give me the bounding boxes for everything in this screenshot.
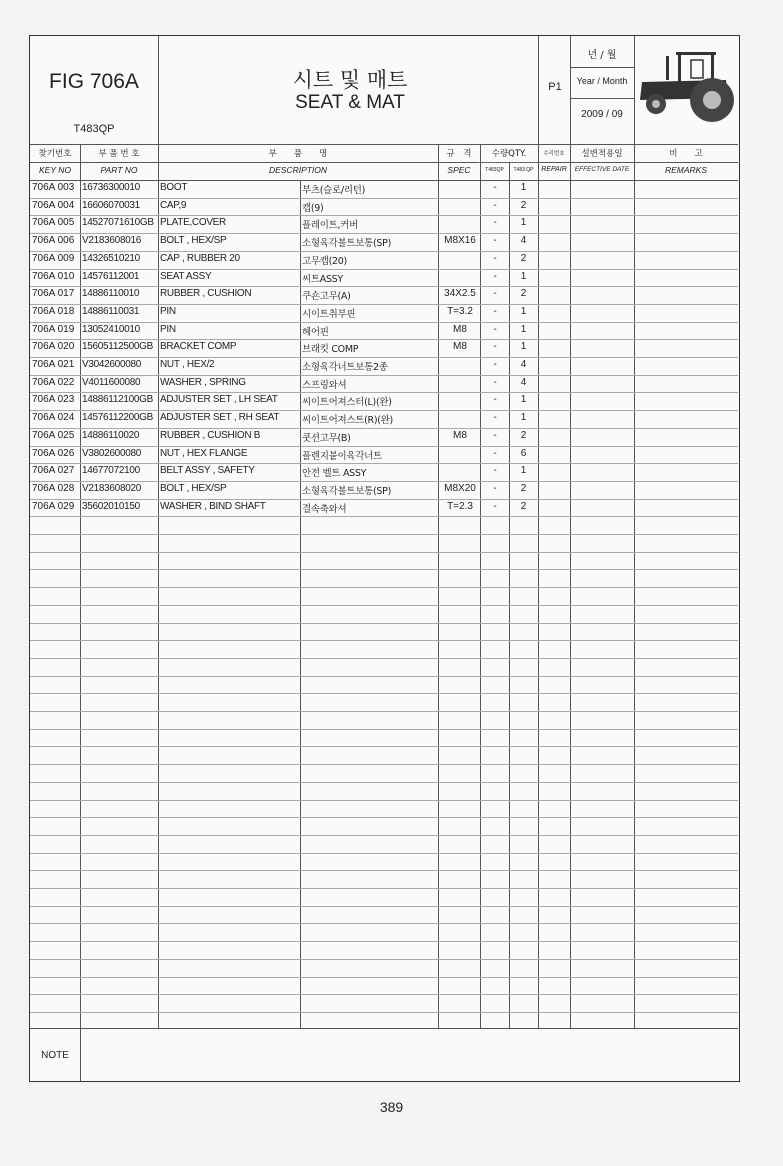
table-row xyxy=(30,463,741,481)
cell-part: V4011600080 xyxy=(82,376,141,388)
cell-spec: M8X16 xyxy=(444,235,476,247)
cell-q2: 4 xyxy=(520,235,527,247)
cell-part: 14527071610GB xyxy=(82,217,154,229)
cell-q1: - xyxy=(493,465,497,477)
cell-q2: 2 xyxy=(520,252,527,264)
cell-desc: CAP , RUBBER 20 xyxy=(160,252,240,264)
col-desc-ko: 부 품 명 xyxy=(268,149,328,159)
cell-desc: BOLT , HEX/SP xyxy=(160,482,227,494)
cell-part: 14576112200GB xyxy=(82,412,153,424)
cell-desc: WASHER , SPRING xyxy=(160,376,246,388)
cell-ko: 시이트취부핀 xyxy=(302,308,356,320)
cell-key: 706A 023 xyxy=(32,394,75,406)
cell-part: 14886112100GB xyxy=(82,394,153,406)
col-spec-ko: 규 격 xyxy=(446,149,472,159)
cell-q2: 1 xyxy=(520,465,527,477)
cell-part: 35602010150 xyxy=(82,500,140,512)
cell-q1: - xyxy=(493,429,497,441)
row-rule xyxy=(30,693,738,694)
cell-desc: BELT ASSY , SAFETY xyxy=(160,465,255,477)
row-rule xyxy=(30,977,738,978)
cell-ko: 씨이트어져스터(L)(완) xyxy=(302,397,392,409)
col-qty-ko: 수량QTY. xyxy=(491,149,527,159)
table-row xyxy=(30,339,741,357)
cell-desc: NUT , HEX FLANGE xyxy=(160,447,248,459)
cell-part: V3042600080 xyxy=(82,359,141,370)
table-row xyxy=(30,481,741,499)
row-rule xyxy=(30,623,738,624)
cell-ko: 소형육각볼트보통(SP) xyxy=(302,238,391,250)
cell-spec: M8 xyxy=(453,429,467,441)
cell-q2: 2 xyxy=(520,199,527,211)
cell-key: 706A 006 xyxy=(32,235,75,247)
row-rule xyxy=(30,1012,738,1013)
row-rule xyxy=(30,817,738,818)
year-month-value: 2009 / 09 xyxy=(581,109,623,120)
cell-key: 706A 024 xyxy=(32,412,75,424)
cell-q1: - xyxy=(493,182,497,193)
row-rule xyxy=(30,994,738,995)
table-row xyxy=(30,392,741,410)
cell-spec: M8 xyxy=(453,341,467,353)
page-number: 389 xyxy=(379,1099,404,1115)
cell-ko: 고무캡(20) xyxy=(302,255,347,267)
table-row xyxy=(30,286,741,304)
cell-part: 14576112001 xyxy=(82,270,140,282)
cell-q1: - xyxy=(493,412,497,424)
cell-desc: ADJUSTER SET , RH SEAT xyxy=(160,412,280,424)
cell-desc: PIN xyxy=(160,305,176,317)
cell-ko: 부츠(슬로/리턴) xyxy=(302,185,365,196)
col-desc-en: DESCRIPTION xyxy=(268,165,328,175)
row-rule xyxy=(30,800,738,801)
table-row xyxy=(30,215,741,233)
row-rule xyxy=(30,888,738,889)
row-rule xyxy=(30,605,738,606)
col-remarks-ko: 비 고 xyxy=(669,149,703,159)
cell-part: 14886110010 xyxy=(82,288,140,300)
row-rule xyxy=(30,640,738,641)
cell-ko: 캡(9) xyxy=(302,202,324,214)
table-row xyxy=(30,180,741,198)
title-english: SEAT & MAT xyxy=(295,92,405,113)
cell-ko: 소형육각볼트보통(SP) xyxy=(302,485,391,497)
row-rule xyxy=(30,676,738,677)
cell-q1: - xyxy=(493,270,497,282)
row-rule xyxy=(30,835,738,836)
cell-ko: 안전 벨트 ASSY xyxy=(302,468,367,480)
col-repair-ko: 수리번호 xyxy=(543,151,565,157)
cell-ko: 쿠숀고무(A) xyxy=(302,291,351,303)
cell-key: 706A 009 xyxy=(32,252,75,264)
row-rule xyxy=(30,569,738,570)
cell-q1: - xyxy=(493,252,497,264)
col-repair-en: REPAIR xyxy=(541,166,567,173)
note-label: NOTE xyxy=(41,1050,69,1061)
table-row xyxy=(30,499,741,517)
cell-part: 14326510210 xyxy=(82,252,140,264)
cell-key: 706A 004 xyxy=(32,199,75,211)
table-row xyxy=(30,322,741,340)
row-rule xyxy=(30,870,738,871)
cell-q1: - xyxy=(493,217,497,229)
parts-sheet xyxy=(29,35,740,1082)
cell-key: 706A 025 xyxy=(32,429,75,441)
table-row xyxy=(30,428,741,446)
cell-desc: RUBBER , CUSHION B xyxy=(160,429,261,441)
model-label: T483QP xyxy=(73,123,115,135)
cell-ko: 헤어핀 xyxy=(302,326,329,338)
cell-spec: 34X2.5 xyxy=(444,288,476,300)
row-rule xyxy=(30,534,738,535)
cell-desc: SEAT ASSY xyxy=(160,270,212,282)
row-rule xyxy=(30,587,738,588)
cell-part: V2183608020 xyxy=(82,482,141,494)
cell-key: 706A 026 xyxy=(32,447,75,459)
cell-ko: 씨이트어져스트(R)(완) xyxy=(302,415,393,427)
cell-q2: 1 xyxy=(520,305,527,317)
cell-q2: 1 xyxy=(520,270,527,282)
cell-desc: CAP,9 xyxy=(160,199,187,211)
cell-key: 706A 017 xyxy=(32,288,75,300)
cell-q1: - xyxy=(493,199,497,211)
cell-ko: 소형육각너트보통2종 xyxy=(302,362,388,373)
cell-ko: 브래킷 COMP xyxy=(302,344,359,356)
cell-spec: T=2.3 xyxy=(447,500,473,512)
cell-desc: ADJUSTER SET , LH SEAT xyxy=(160,394,278,406)
row-rule xyxy=(30,906,738,907)
cell-q1: - xyxy=(493,288,497,300)
cell-q1: - xyxy=(493,482,497,494)
table-row xyxy=(30,233,741,251)
col-key-en: KEY NO xyxy=(39,165,71,175)
row-rule xyxy=(30,782,738,783)
cell-q2: 2 xyxy=(520,500,527,512)
cell-desc: WASHER , BIND SHAFT xyxy=(160,500,266,512)
row-rule xyxy=(30,923,738,924)
cell-q2: 1 xyxy=(520,323,527,335)
cell-part: V3802600080 xyxy=(82,447,141,459)
cell-q2: 6 xyxy=(520,447,527,459)
col-spec-en: SPEC xyxy=(447,165,471,175)
cell-q1: - xyxy=(493,376,497,388)
cell-spec: T=3.2 xyxy=(447,305,473,317)
page-id: P1 xyxy=(548,81,562,93)
cell-key: 706A 020 xyxy=(32,341,75,353)
row-rule xyxy=(30,941,738,942)
cell-key: 706A 018 xyxy=(32,305,75,317)
cell-q1: - xyxy=(493,341,497,353)
cell-part: 14886110031 xyxy=(82,305,140,317)
cell-part: 16606070031 xyxy=(82,199,140,211)
table-row xyxy=(30,410,741,428)
cell-ko: 씨트ASSY xyxy=(302,273,343,285)
cell-q2: 4 xyxy=(520,376,527,388)
cell-part: V2183608016 xyxy=(82,235,141,247)
cell-q1: - xyxy=(493,500,497,512)
cell-desc: PIN xyxy=(160,323,176,335)
table-row xyxy=(30,375,741,393)
cell-part: 14677072100 xyxy=(82,465,140,477)
cell-key: 706A 003 xyxy=(32,182,75,193)
cell-key: 706A 021 xyxy=(32,359,75,370)
row-rule xyxy=(30,658,738,659)
table-row xyxy=(30,304,741,322)
cell-q1: - xyxy=(493,359,497,370)
cell-desc: NUT , HEX/2 xyxy=(160,359,215,370)
row-rule xyxy=(30,746,738,747)
col-effective-en: EFFECTIVE DATE xyxy=(574,166,630,173)
table-row xyxy=(30,357,741,375)
cell-desc: RUBBER , CUSHION xyxy=(160,288,252,300)
cell-ko: 쿳션고무(B) xyxy=(302,432,351,444)
cell-ko: 플레이트,커버 xyxy=(302,220,358,232)
cell-q1: - xyxy=(493,394,497,406)
cell-key: 706A 005 xyxy=(32,217,75,229)
row-rule xyxy=(30,552,738,553)
cell-q2: 1 xyxy=(520,341,527,353)
cell-ko: 플렌지붙이육각너트 xyxy=(302,450,382,462)
table-row xyxy=(30,198,741,216)
cell-key: 706A 019 xyxy=(32,323,75,335)
title-korean: 시트 및 매트 xyxy=(292,68,408,92)
tractor-icon xyxy=(636,40,740,140)
row-rule xyxy=(30,516,738,517)
cell-key: 706A 010 xyxy=(32,270,75,282)
cell-spec: M8X20 xyxy=(444,482,476,494)
cell-q1: - xyxy=(493,235,497,247)
cell-ko: 결속축와셔 xyxy=(302,503,347,515)
cell-part: 14886110020 xyxy=(82,429,140,441)
row-rule xyxy=(30,711,738,712)
cell-desc: BOOT xyxy=(160,182,188,193)
cell-q2: 2 xyxy=(520,429,527,441)
cell-desc: BRACKET COMP xyxy=(160,341,237,353)
cell-q2: 1 xyxy=(520,412,527,424)
cell-q1: - xyxy=(493,323,497,335)
cell-q2: 2 xyxy=(520,482,527,494)
row-rule xyxy=(30,959,738,960)
row-rule xyxy=(30,853,738,854)
cell-part: 13052410010 xyxy=(82,323,140,335)
cell-desc: PLATE,COVER xyxy=(160,217,226,229)
cell-q2: 1 xyxy=(520,217,527,229)
col-part-en: PART NO xyxy=(100,165,138,175)
cell-key: 706A 022 xyxy=(32,376,75,388)
col-remarks-en: REMARKS xyxy=(664,165,708,175)
cell-part: 15605112500GB xyxy=(82,341,153,353)
col-key-ko: 찾기번호 xyxy=(38,149,72,159)
col-qty-sub1: T483QP xyxy=(485,167,504,173)
cell-q2: 4 xyxy=(520,359,527,370)
cell-q1: - xyxy=(493,305,497,317)
cell-q2: 2 xyxy=(520,288,527,300)
cell-part: 16736300010 xyxy=(82,182,140,193)
fig-label: FIG 706A xyxy=(49,70,139,93)
cell-key: 706A 029 xyxy=(32,500,75,512)
col-qty-sub2: T483.QP xyxy=(513,167,534,173)
table-row xyxy=(30,251,741,269)
cell-key: 706A 027 xyxy=(32,465,75,477)
cell-key: 706A 028 xyxy=(32,482,75,494)
cell-q2: 1 xyxy=(520,182,527,193)
cell-spec: M8 xyxy=(453,323,467,335)
table-row xyxy=(30,446,741,464)
cell-q2: 1 xyxy=(520,394,527,406)
row-rule xyxy=(30,764,738,765)
col-part-ko: 부 품 번 호 xyxy=(98,149,140,159)
col-effective-ko: 설변적용일 xyxy=(581,149,623,159)
cell-desc: BOLT , HEX/SP xyxy=(160,235,227,247)
cell-ko: 스프링와셔 xyxy=(302,379,347,391)
table-row xyxy=(30,269,741,287)
cell-q1: - xyxy=(493,447,497,459)
year-month-label-en: Year / Month xyxy=(576,76,628,86)
year-month-label-ko: 년 / 월 xyxy=(587,50,617,61)
row-rule xyxy=(30,729,738,730)
